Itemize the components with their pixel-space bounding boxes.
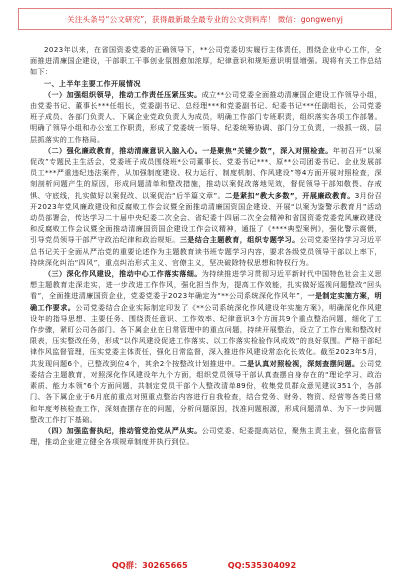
subsection-3-body: 为持续推进学习贯彻习近平新时代中国特色社会主义思想主题教育走深走实，进一步改进工作作风，强化担当作为，提高工作效能，扎实做好巡视问题整改“回头看”，全面推进清廉国资企业，党委党委于2023年确定为“**公司系统深化作风年”，	[30, 269, 382, 301]
subsection-3-title: （三）深化作风建设，推动中心工作落实落细。	[44, 269, 202, 279]
footer-contacts	[0, 560, 408, 574]
subsection-1	[30, 89, 382, 145]
point-2-3-body: 公司党委坚持学习习近平总书记关于全面从严治党的重要论述作为主题教育读书班专题学习内容，要求各级党员领导干部以上率下，持续深化纠治“四风”，重点纠治形式主义、官僚主义，坚决破除特权思想和特权行为。	[30, 235, 382, 267]
promo-banner	[18, 8, 392, 30]
intro-paragraph: 2023年以来，在省国资委党委的正确领导下，**公司党委切实履行主体责任，围绕企业中心工作，全面推进清廉国企建设，干部职工干事创业氛围愈加浓厚，纪律意识和规矩意识明显增强。现将有关工作总结如下：	[30, 45, 382, 77]
subsection-4-title: （四）加强监督执纪，推动管党治党从严从实。	[44, 425, 202, 435]
promo-banner-text: 关注头条号“公文研究”，获得最新最全最专业的公文资料库！ 微信：gongwenyj	[67, 14, 343, 24]
section-heading: 一、上半年主要工作开展情况	[44, 78, 141, 88]
point-3-2-body: 公司党委结合主题教育，对照深化作风建设年九个方面，组织党员领导干部认真查摆自身存在的“理论学习、政治素质、能力本领”6个方面问题，共制定党员干部个人整改清单89份，收集党员群众意见建议351个，各部门、各下属企业于6月底前重点对照重点整治内容进行自我检查，结合党务、财务、物资、经营等各类日常和年度考核检查工作，深刻查摆存在的问题，分析问题原因，找准问题根源，形成问题清单、为下一步问题整改工作打下基础。	[30, 358, 382, 424]
point-3-1-body: 公司党委结合企业实际制定印发了《**公司系统深化作风建设年实施方案》，明确深化作风建设年的指导思想、主要任务、围绕责任意识、工作效率、纪律意识3个方面共9个重点整治问题，细化了工作步骤，紧盯公司各部门、各下属企业在日常管理中的重点问题，持续开展整治，设立了工作台账和整改时限表，压实整改任务，形成“以作风建设促进工作落实、以工作落实检验作风成效”的良好氛围。严格干部纪律作风监督管理，压实党委主体责任，强化日常监督，深入推进作风建设常态化长效化。截至2023年5月，共发现问题6个，已整改到位4个，其余2个按整改计划推进中。	[30, 302, 382, 368]
subsection-2	[30, 145, 382, 268]
document-page	[30, 44, 382, 544]
subsection-4-body: 公司党委、纪委提高站位，聚焦主责主业，强化监督管理，推动企业建立健全各项规章制度并执行到位。	[30, 425, 382, 447]
subsection-4	[30, 425, 382, 447]
footer-qq-group: QQ群：30265665	[111, 560, 188, 570]
point-2-3-title: 三是结合主题教育，组织专题学习。	[179, 235, 300, 245]
point-2-1-body: 年初召开“以案促改”专题民主生活会，党委班子成员围绕班*公司董事长、党委书记***、原**公司团委书记、企业发展部员工***严重违纪违法案件，从加强制度建设、权力运行、制度机制、作风建设”等4方面开展对照检查，深刻剖析问题产生的原因，形成问题清单和整改措施，推动以案促改落地见效，督促领导干部知敬畏、存戒惧、守底线，扎实做好以案促改、以案促治“后半篇文章”。	[30, 145, 382, 200]
point-2-2-title: 二是紧扣“教大多数”，开展廉政教育。	[225, 190, 355, 200]
subsection-2-title: （二）强化廉政教育，推动清廉意识入脑入心。	[44, 145, 203, 155]
point-2-2-body: 3月份召开2023年党风廉政建设和反腐败工作会议暨全面推动清廉国资国企建设、开展“以案为鉴警示教育月”活动动员部署会，传达学习二十届中央纪委二次全会、省纪委十四届二次全会精神和省国资委党委党风廉政建设和反腐败工作会议暨全面推动清廉国资国企建设工作会议精神，通报了《****典型案例》，强化警示震慑，引导党员领导干部严守政治纪律和政治规矩。	[30, 190, 382, 245]
point-3-2-title: 二是认真对照检视，深刻查摆问题。	[239, 358, 360, 368]
point-2-1-title: 一是聚焦“关键少数”，深入对照检查。	[202, 145, 333, 155]
footer-qq: QQ:535304092	[227, 560, 297, 570]
point-3-1-title: 一是制定实施方案，明确工作要求。	[30, 291, 382, 312]
subsection-3	[30, 268, 382, 425]
subsection-1-body: 成立**公司党委全面推动清廉国企建设工作领导小组，由党委书记、董事长***任组长，党委副书记、总经理***和党委副书记、纪委书记***任副组长，公司党委班子成员、各部门负责人、下属企业党政负责人为成员，明确工作部门专班职责，组织落实各项工作部署。明确了领导小组和办公室工作职责，形成了党委统一领导、纪委统筹协调、部门分工负责，一级抓一级、层层抓落实的工作格局。	[30, 89, 382, 144]
subsection-1-title: （一）加强组织领导，推动工作责任压紧压实。	[44, 89, 202, 99]
